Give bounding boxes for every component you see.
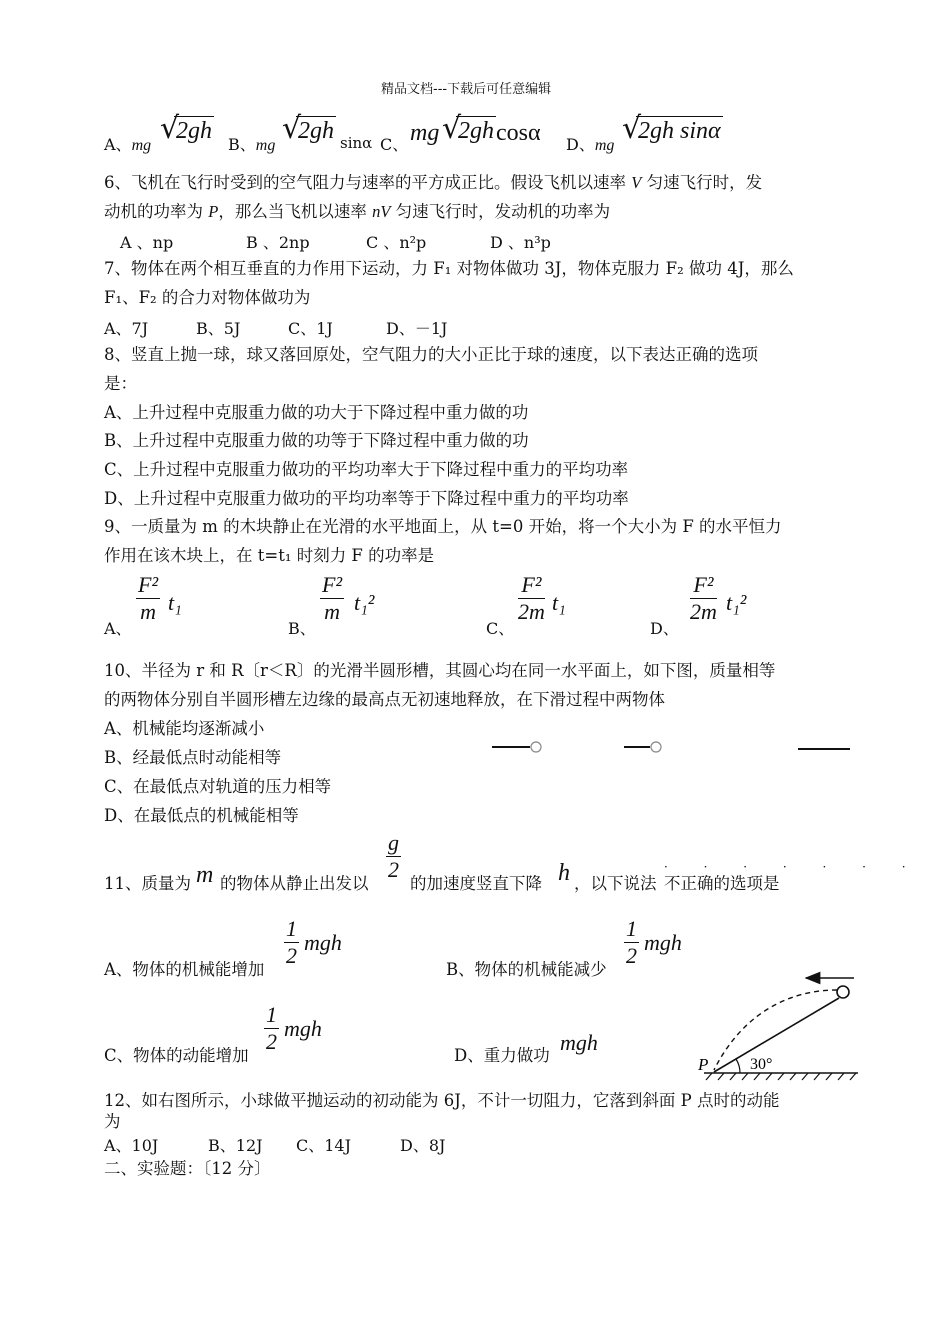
q12-line2: 为	[104, 1112, 121, 1131]
ground-hatch	[706, 1073, 856, 1080]
q8-option-c: C、上升过程中克服重力做功的平均功率大于下降过程中重力的平均功率	[104, 460, 629, 479]
section-heading-experiment: 二、实验题：〔12 分〕	[104, 1159, 271, 1178]
q6-line2: 动机的功率为 P，那么当飞机以速率 nV 匀速飞行时，发动机的功率为	[104, 202, 611, 221]
q5-c-tail: cosα	[496, 120, 541, 146]
q8-option-a: A、上升过程中克服重力做的功大于下降过程中重力做的功	[104, 403, 529, 422]
trajectory	[714, 990, 837, 1070]
q12-line1: 12、如右图所示，小球做平抛运动的初动能为 6J，不计一切阻力，它落到斜面 P 点时的动能	[104, 1091, 780, 1110]
q6-option-a: A 、np	[120, 233, 174, 252]
q5-option-a: A、mg	[104, 135, 152, 154]
q12-figure	[694, 970, 860, 1082]
q12-option-d: D、8J	[400, 1136, 446, 1155]
q10-option-a: A、机械能均逐渐减小	[104, 719, 265, 738]
incline	[714, 998, 839, 1072]
q11-option-b: B、物体的机械能减少 $\frac{1}{2}$ mgh	[446, 916, 682, 979]
q9-frac-b: $\frac{\text{F²}}{m}$	[322, 572, 343, 624]
q5-b-tail: sinα	[340, 134, 373, 152]
q11-m: m	[196, 862, 214, 888]
angle-arc	[736, 1059, 740, 1073]
q10-figure	[488, 736, 854, 760]
q6-option-c: C 、n²p	[366, 233, 427, 252]
q7-option-b: B、5J	[196, 319, 241, 338]
q11-stem: 11、质量为 m 的物体从静止出发以 $\frac{g}{2}$ 的加速度竖直下降 h ，以下说法 不正确的选项是 · · · · · · ·	[104, 830, 922, 893]
q5-sqrt-b: √ 2gh	[282, 111, 334, 146]
q9-label-b: B、	[288, 619, 316, 638]
q5-option-d: D、mg	[566, 135, 615, 154]
q9-label-a: A、	[104, 619, 132, 638]
q5-c-coef: mg	[410, 120, 440, 146]
q5-sqrt-a: √ 2gh	[160, 111, 212, 146]
q7-option-a: A、7J	[104, 319, 149, 338]
q11-h: h	[558, 860, 570, 886]
q8-option-d: D、上升过程中克服重力做功的平均功率等于下降过程中重力的平均功率	[104, 489, 629, 508]
q9-tail-b: t₁²	[354, 590, 375, 615]
ball	[837, 986, 849, 998]
q5-sqrt-c: √ 2gh	[442, 111, 494, 146]
q9-frac-d: $\frac{\text{F²}}{2m}$	[690, 572, 717, 624]
q11-option-c: C、物体的动能增加 $\frac{1}{2}$ mgh	[104, 1002, 322, 1065]
q9-line2: 作用在该木块上，在 t=t₁ 时刻力 F 的功率是	[104, 546, 435, 565]
q7-line1: 7、物体在两个相互垂直的力作用下运动，力 F₁ 对物体做功 3J，物体克服力 F₂ 做功 4J，那么	[104, 259, 794, 278]
q8-line2: 是：	[104, 374, 137, 393]
q9-frac-a: $\frac{\text{F²}}{m}$	[138, 572, 159, 624]
q5-sqrt-d: √ 2gh sinα	[622, 111, 721, 146]
q7-option-c: C、1J	[288, 319, 333, 338]
q8-option-b: B、上升过程中克服重力做的功等于下降过程中重力做的功	[104, 431, 529, 450]
q6-option-d: D 、n³p	[490, 233, 551, 252]
q9-frac-c: $\frac{\text{F²}}{2m}$	[518, 572, 545, 624]
q10-option-b: B、经最低点时动能相等	[104, 748, 282, 767]
q5-option-c: C、	[380, 135, 409, 154]
q9-tail-c: t₁	[552, 590, 566, 615]
q7-option-d: D、－1J	[386, 319, 448, 338]
point-p-label: P	[698, 1055, 709, 1074]
q6-line1: 6、飞机在飞行时受到的空气阻力与速率的平方成正比。假设飞机以速率 V 匀速飞行时，发	[104, 173, 763, 192]
ball-small	[651, 742, 661, 752]
q9-options	[104, 572, 764, 636]
q9-tail-d: t₁²	[726, 590, 747, 615]
q10-line1: 10、半径为 r 和 R〔r＜R〕的光滑半圆形槽，其圆心均在同一水平面上，如下图，质量相等	[104, 661, 776, 680]
q9-tail-a: t₁	[168, 590, 182, 615]
q12-option-b: B、12J	[208, 1136, 263, 1155]
q11-frac-g2: $\frac{g}{2}$	[388, 830, 399, 882]
q9-label-d: D、	[650, 619, 679, 638]
q9-label-c: C、	[486, 619, 515, 638]
ball-large	[531, 742, 541, 752]
q11-emphasis: 不正确的选项是 · · · · · · ·	[664, 860, 922, 893]
q7-line2: F₁、F₂ 的合力对物体做功为	[104, 288, 311, 307]
q10-option-c: C、在最低点对轨道的压力相等	[104, 777, 332, 796]
q11-option-a: A、物体的机械能增加 $\frac{1}{2}$ mgh	[104, 916, 342, 979]
q8-line1: 8、竖直上抛一球，球又落回原处，空气阻力的大小正比于球的速度，以下表达正确的选项	[104, 345, 758, 364]
q10-option-d: D、在最低点的机械能相等	[104, 806, 299, 825]
q10-line2: 的两物体分别自半圆形槽左边缘的最高点无初速地释放，在下滑过程中两物体	[104, 690, 665, 709]
q12-option-c: C、14J	[296, 1136, 352, 1155]
page-header: 精品文档---下载后可任意编辑	[381, 82, 552, 97]
q9-line1: 9、一质量为 m 的木块静止在光滑的水平地面上，从 t=0 开始，将一个大小为 F 的水平恒力	[104, 517, 782, 536]
q6-option-b: B 、2np	[246, 233, 310, 252]
angle-label: 30°	[750, 1056, 773, 1073]
q11-option-d: D、重力做功 mgh	[454, 1030, 598, 1065]
q5-option-b: B、mg	[228, 135, 276, 154]
q12-option-a: A、10J	[104, 1136, 159, 1155]
